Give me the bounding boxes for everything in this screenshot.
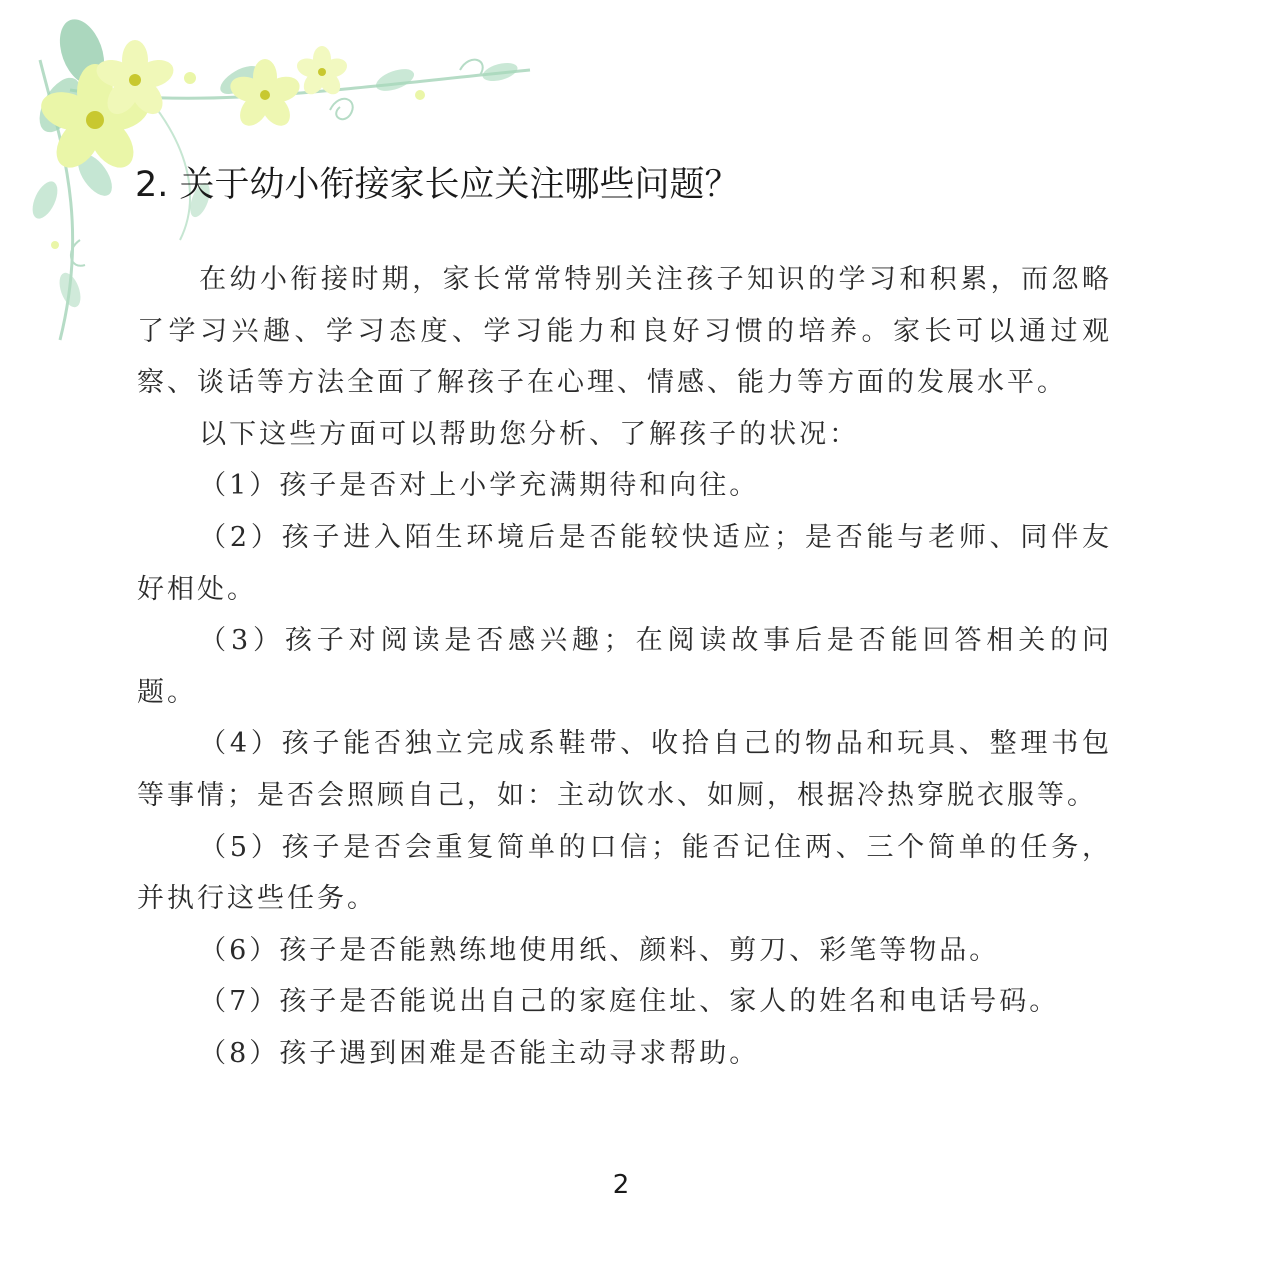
list-intro: 以下这些方面可以帮助您分析、了解孩子的状况： <box>199 418 860 450</box>
list-item: （3）孩子对阅读是否感兴趣；在阅读故事后是否能回答相关的问题。 <box>137 625 1112 708</box>
list-item: （7）孩子是否能说出自己的家庭住址、家人的姓名和电话号码。 <box>199 986 1060 1018</box>
list-item: （4）孩子能否独立完成系鞋带、收拾自己的物品和玩具、整理书包等事情；是否会照顾自己，如：主动饮水、如厕，根据冷热穿脱衣服等。 <box>137 728 1112 811</box>
list-item: （6）孩子是否能熟练地使用纸、颜料、剪刀、彩笔等物品。 <box>199 934 1000 966</box>
intro-paragraph: 在幼小衔接时期，家长常常特别关注孩子知识的学习和积累，而忽略了学习兴趣、学习态度、学习能力和良好习惯的培养。家长可以通过观察、谈话等方法全面了解孩子在心理、情感、能力等方面的发展水平。 <box>137 264 1112 399</box>
body-text <box>137 254 1112 1080</box>
page-title: 2. 关于幼小衔接家长应关注哪些问题？ <box>135 165 740 205</box>
page-number: 2 <box>612 1170 630 1200</box>
list-item: （8）孩子遇到困难是否能主动寻求帮助。 <box>199 1037 760 1069</box>
list-item: （5）孩子是否会重复简单的口信；能否记住两、三个简单的任务，并执行这些任务。 <box>137 831 1112 915</box>
list-item: （1）孩子是否对上小学充满期待和向往。 <box>199 470 760 502</box>
list-item: （2）孩子进入陌生环境后是否能较快适应；是否能与老师、同伴友好相处。 <box>137 521 1112 605</box>
